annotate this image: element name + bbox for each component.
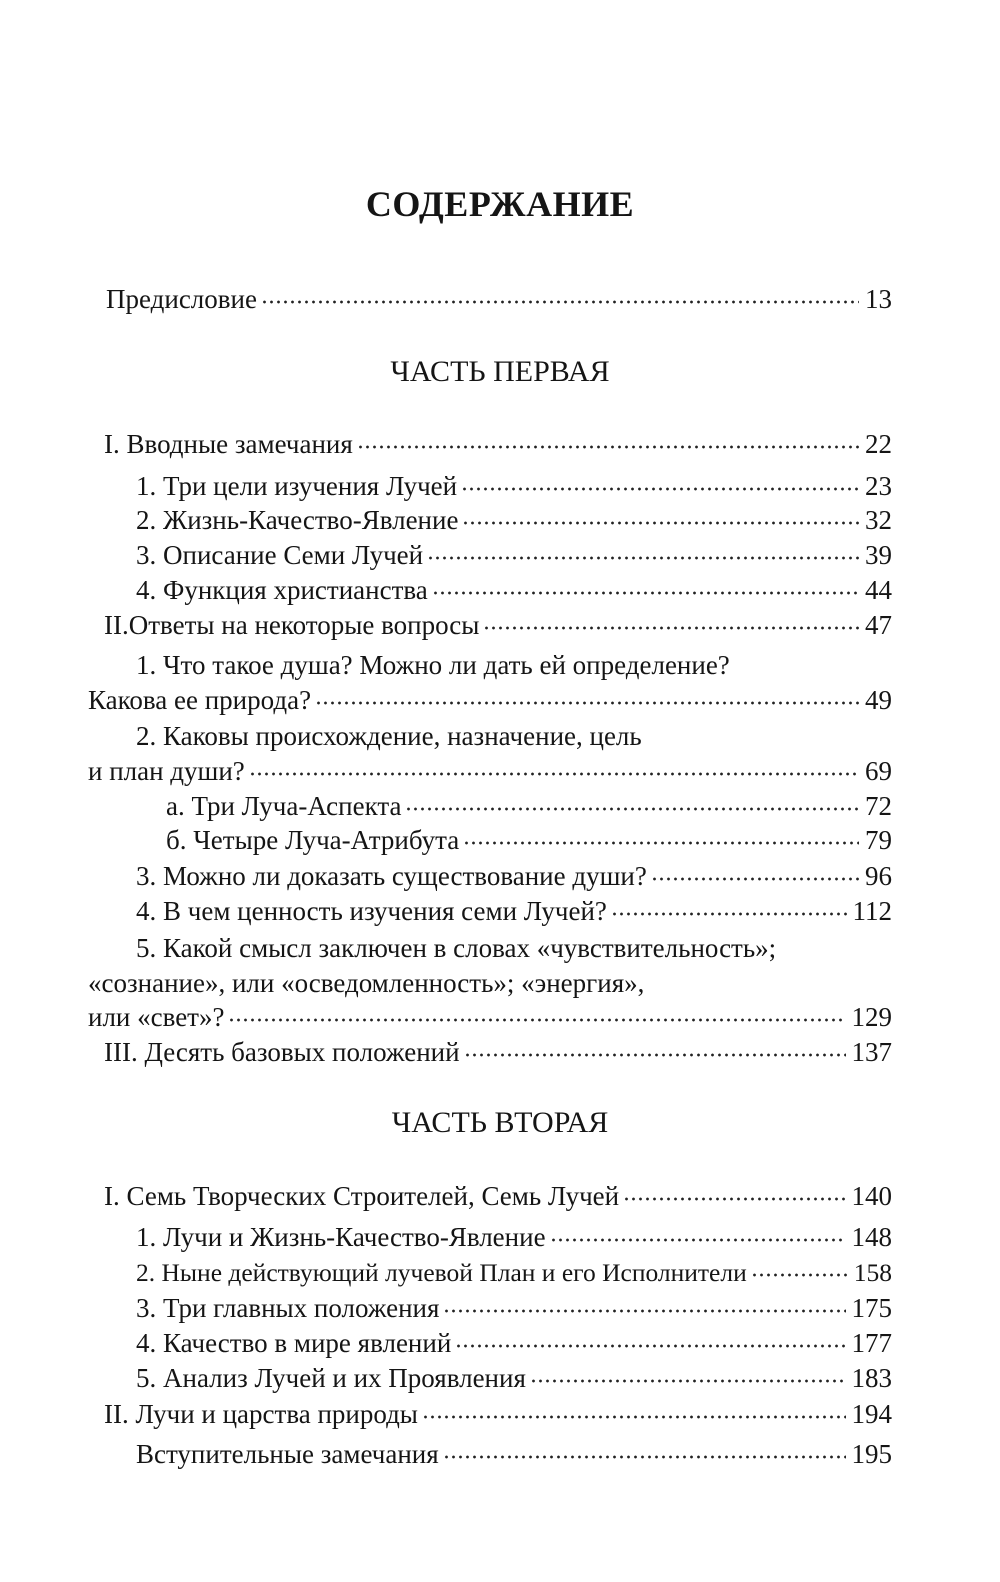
toc-entry [104,608,892,642]
leader-dots [357,444,859,450]
toc-entry-page: 44 [865,575,892,605]
toc-entry [136,573,892,607]
toc-entry [136,859,892,893]
leader-dots [443,1308,845,1314]
leader-dots [422,1414,846,1420]
toc-entry-label: 5. Анализ Лучей и их Проявления [136,1363,526,1393]
toc-entry-label: II.Ответы на некоторые вопросы [104,610,480,640]
toc-entry-page: 49 [865,685,892,715]
toc-entry-page: 72 [865,791,892,821]
leader-dots [550,1237,846,1243]
toc-entry-page: 137 [851,1037,892,1067]
toc-entry-page: 69 [865,756,892,786]
toc-entry-page: 129 [851,1002,892,1032]
leader-dots [530,1378,846,1384]
toc-entry-page: 23 [865,471,892,501]
toc-entry [136,469,892,503]
toc-entry-page: 112 [852,896,892,926]
toc-entry [104,1397,892,1431]
leader-dots [623,1196,845,1202]
toc-entry [136,503,892,537]
toc-entry [166,823,892,857]
leader-dots [463,840,859,846]
toc-entry-label: II. Лучи и царства природы [104,1399,418,1429]
toc-entry-label: I. Вводные замечания [104,429,353,459]
leader-dots [228,1017,845,1023]
toc-entry-label: Какова ее природа? [88,685,312,715]
toc-entry-label: б. Четыре Луча-Атрибута [166,825,460,855]
toc-entry-page: 79 [865,825,892,855]
leader-dots [464,1052,846,1058]
toc-entry-line: «сознание», или «осведомленность»; «энергия», [88,968,645,998]
leader-dots [483,625,859,631]
toc-entry-page: 148 [851,1222,892,1252]
toc-entry [136,1256,892,1290]
toc-entry-label: 4. Функция христианства [136,575,428,605]
toc-entry-preface [106,282,892,316]
leader-dots [611,911,847,917]
toc-entry [88,1000,892,1034]
toc-entry [104,1035,892,1069]
toc-entry [104,427,892,461]
toc-entry-label: а. Три Луча-Аспекта [166,791,402,821]
toc-entry-line: 2. Каковы происхождение, назначение, цель [136,721,642,751]
leader-dots [261,299,859,305]
toc-entry-line: 5. Какой смысл заключен в словах «чувствительность»; [136,933,777,963]
toc-entry-page: 177 [851,1328,892,1358]
part-one-heading: ЧАСТЬ ПЕРВАЯ [390,355,610,388]
leader-dots [651,876,859,882]
part-two-heading: ЧАСТЬ ВТОРАЯ [391,1106,609,1139]
toc-entry [136,538,892,572]
toc-entry-label: 2. Жизнь-Качество-Явление [136,505,459,535]
toc-entry [88,754,892,788]
toc-entry [104,1179,892,1213]
toc-entry-label: и план души? [88,756,245,786]
leader-dots [751,1272,848,1278]
leader-dots [432,590,859,596]
toc-entry-page: 39 [865,540,892,570]
leader-dots [249,771,859,777]
leader-dots [443,1454,846,1460]
toc-entry [166,789,892,823]
toc-entry-label: 1. Лучи и Жизнь-Качество-Явление [136,1222,546,1252]
toc-entry-label: или «свет»? [88,1002,225,1032]
toc-entry-page: 175 [851,1293,892,1323]
toc-entry-label: 4. Качество в мире явлений [136,1328,452,1358]
toc-entry-page: 183 [851,1363,892,1393]
toc-entry [136,1326,892,1360]
toc-entry-label: 3. Три главных положения [136,1293,440,1323]
toc-entry-label: 1. Три цели изучения Лучей [136,471,458,501]
toc-entry [136,1437,892,1471]
toc-entry [88,683,892,717]
toc-entry-page: 22 [865,429,892,459]
toc-entry [136,1361,892,1395]
toc-entry-line: 1. Что такое душа? Можно ли дать ей определение? [136,650,730,680]
toc-entry-label: 4. В чем ценность изучения семи Лучей? [136,896,607,926]
leader-dots [405,806,859,812]
leader-dots [427,555,859,561]
toc-entry-page: 96 [865,861,892,891]
toc-entry-page: 32 [865,505,892,535]
toc-entry-label: III. Десять базовых положений [104,1037,460,1067]
leader-dots [455,1343,845,1349]
toc-entry-page: 140 [851,1181,892,1211]
leader-dots [462,520,859,526]
toc-entry-page: 13 [865,284,892,314]
leader-dots [461,486,859,492]
page-title: СОДЕРЖАНИЕ [365,184,635,224]
toc-entry [136,894,892,928]
toc-entry [136,1220,892,1254]
toc-entry-page: 195 [851,1439,892,1469]
toc-entry-label: 2. Ныне действующий лучевой План и его Исполнители [136,1258,747,1287]
toc-entry-page: 158 [853,1258,892,1287]
leader-dots [315,700,859,706]
toc-entry-page: 194 [851,1399,892,1429]
toc-entry-label: 3. Описание Семи Лучей [136,540,424,570]
toc-entry-label: 3. Можно ли доказать существование души? [136,861,647,891]
toc-entry [136,1291,892,1325]
toc-entry-label: I. Семь Творческих Строителей, Семь Лучей [104,1181,620,1211]
toc-entry-label: Вступительные замечания [136,1439,439,1469]
toc-entry-page: 47 [865,610,892,640]
toc-entry-label: Предисловие [106,284,257,314]
